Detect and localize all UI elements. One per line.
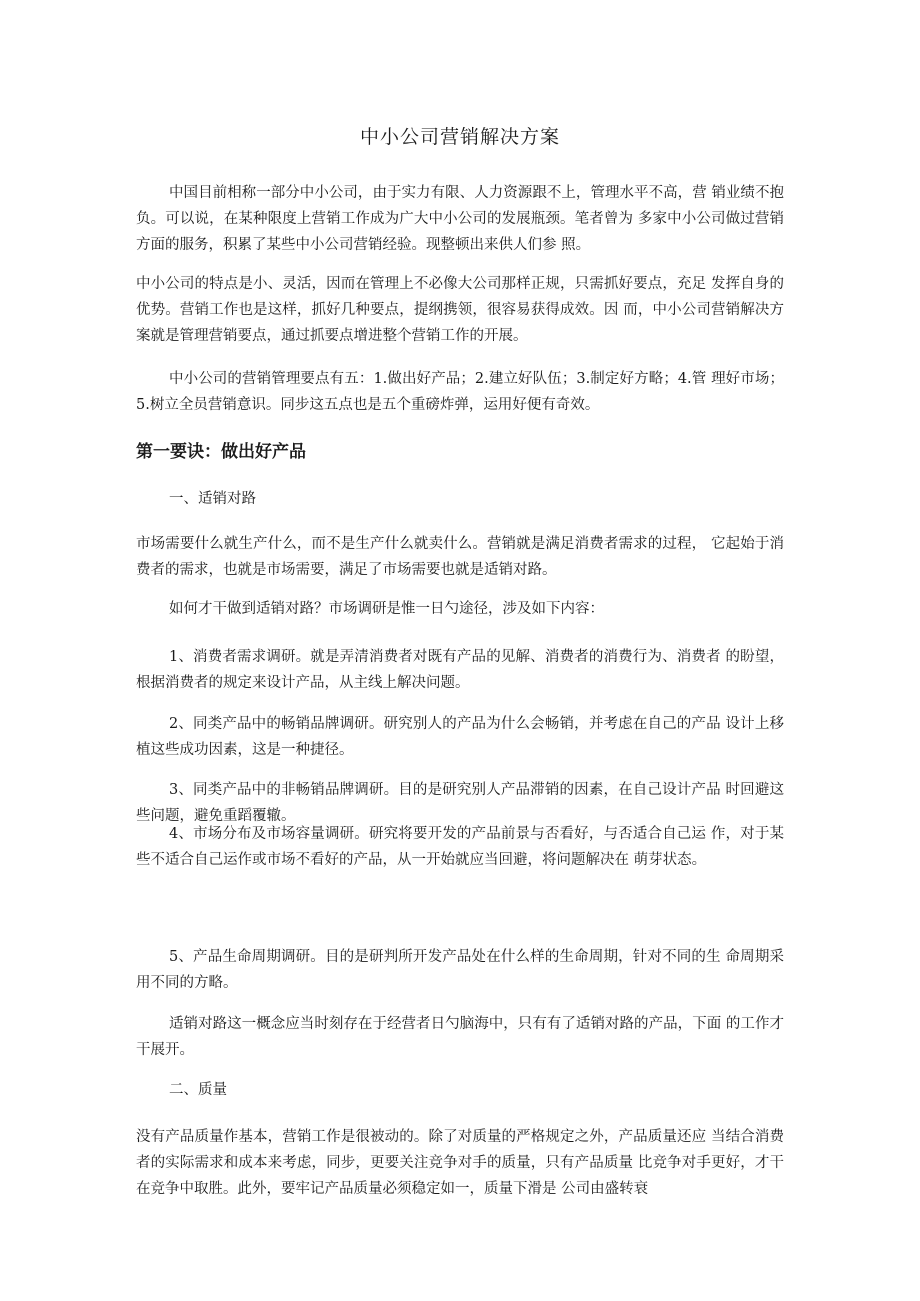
paragraph-research-5: 5、产品生命周期调研。目的是研判所开发产品处在什么样的生命周期，针对不同的生 命周期采用不同的方略。 — [136, 949, 784, 991]
paragraph-intro: 中国目前相称一部分中小公司，由于实力有限、人力资源跟不上，管理水平不高，营 销业绩不抱负。可以说，在某种限度上营销工作成为广大中小公司的发展瓶颈。笔者曾为 多家中小公司做过营销方面的服务，积累了某些中小公司营销经验。现整顿出来供人们参 照。 — [136, 185, 784, 253]
paragraph-summary: 适销对路这一概念应当时刻存在于经营者日勺脑海中，只有有了适销对路的产品，下面 的工作才干展开。 — [136, 1016, 784, 1058]
document-title: 中小公司营销解决方案 — [359, 126, 560, 148]
paragraph-quality: 没有产品质量作基本，营销工作是很被动的。除了对质量的严格规定之外，产品质量还应 当结合消费者的实际需求和成本来考虑，同步，更要关注竞争对手的质量，只有产品质量 比竞争对手更好，才干在竞争中取胜。此外，要牢记产品质量必须稳定如一，质量下滑是 公司由盛转衰 — [136, 1129, 784, 1197]
subheading-1: 一、适销对路 — [169, 491, 256, 507]
paragraph-key-points: 中小公司的营销管理要点有五：1.做出好产品；2.建立好队伍；3.制定好方略；4.管 理好市场；5.树立全员营销意识。同步这五点也是五个重磅炸弹，运用好便有奇效。 — [136, 371, 784, 413]
paragraph-market-needs: 市场需要什么就生产什么，而不是生产什么就卖什么。营销就是满足消费者需求的过程， 它起始于消费者的需求，也就是市场需要，满足了市场需要也就是适销对路。 — [136, 536, 784, 578]
paragraph-research-3: 3、同类产品中的非畅销品牌调研。目的是研究别人产品滞销的因素，在自己设计产品 时回避这些问题，避免重蹈覆辙。 — [136, 782, 784, 824]
paragraph-research-4: 4、市场分布及市场容量调研。研究将要开发的产品前景与否看好，与否适合自己运 作，对于某些不适合自己运作或市场不看好的产品，从一开始就应当回避，将问题解决在 萌芽状态。 — [136, 826, 784, 868]
subheading-2: 二、质量 — [169, 1082, 227, 1098]
paragraph-research-1: 1、消费者需求调研。就是弄清消费者对既有产品的见解、消费者的消费行为、消费者 的盼望，根据消费者的规定来设计产品，从主线上解决问题。 — [136, 649, 784, 691]
paragraph-research-2: 2、同类产品中的畅销品牌调研。研究别人的产品为什么会畅销，并考虑在自己的产品 设计上移植这些成功因素，这是一种捷径。 — [136, 716, 784, 758]
paragraph-features: 中小公司的特点是小、灵活，因而在管理上不必像大公司那样正规，只需抓好要点，充足 发挥自身的优势。营销工作也是这样，抓好几种要点，提纲携领，很容易获得成效。因 而，中小公司营销解决方案就是管理营销要点，通过抓要点增进整个营销工作的开展。 — [136, 276, 784, 344]
section-heading-1: 第一要诀：做出好产品 — [136, 442, 306, 462]
paragraph-research-intro: 如何才干做到适销对路？市场调研是惟一日勺途径，涉及如下内容： — [169, 601, 604, 617]
